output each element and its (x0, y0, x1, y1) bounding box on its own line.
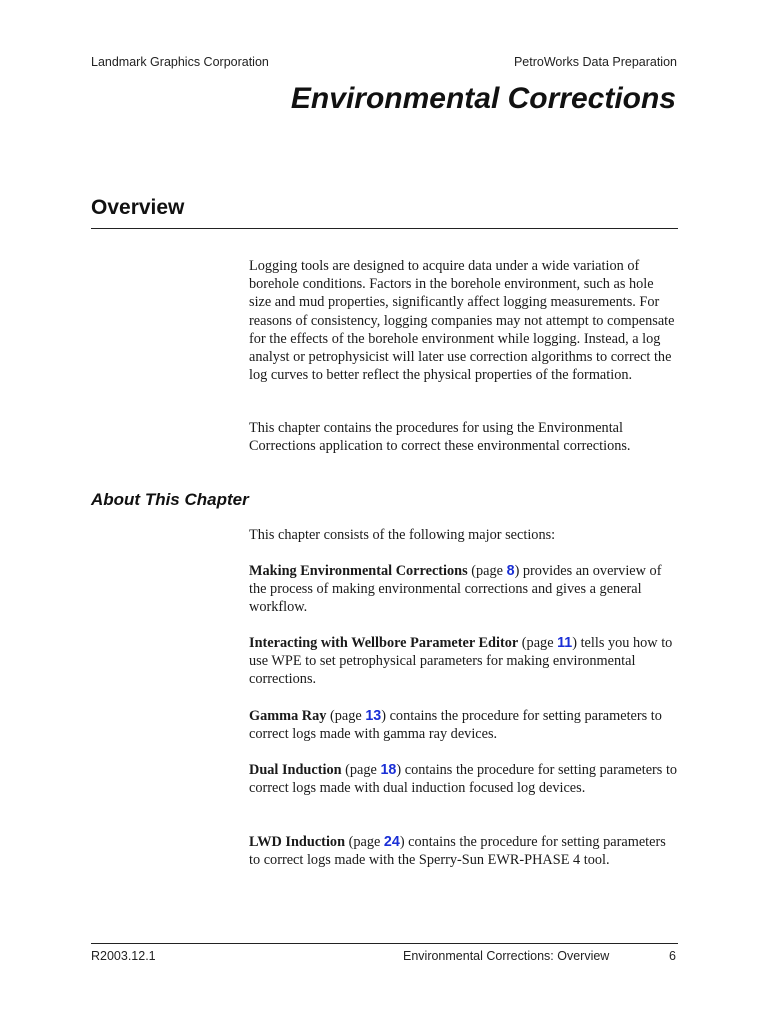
section-entry-term: Dual Induction (249, 762, 342, 778)
about-intro: This chapter consists of the following major sections: (249, 527, 556, 543)
overview-paragraph-1: Logging tools are designed to acquire data under a wide variation of borehole conditions. Factors in the borehole environment, such as hole size and mud properties, significantly affect logging measurements. For reasons of consistency, logging companies may not attempt to compensate for the effects of the borehole environment while logging. Instead, a log analyst or petrophysicist will later use correction algorithms to correct the log curves to better reflect the physical properties of the formation. (249, 258, 675, 384)
chapter-title: Environmental Corrections (290, 82, 676, 115)
overview-paragraph-2: This chapter contains the procedures for using the Environmental Corrections application to correct these environmental corrections. (249, 420, 631, 455)
section-entry-description: tells you how to use WPE to set petrophysical parameters for making environmental corrections. (249, 635, 673, 688)
section-entry-gamma-ray (249, 707, 679, 743)
section-entry-description: provides an overview of the process of making environmental corrections and gives a general workflow. (249, 563, 662, 616)
section-entry-term: Gamma Ray (249, 708, 327, 724)
page-ref-prefix: (page (518, 635, 558, 651)
section-entry-description: contains the procedure for setting parameters to correct logs made with gamma ray devices. (249, 708, 662, 743)
footer-page-number: 6 (669, 949, 676, 963)
section-entry-term: Making Environmental Corrections (249, 563, 468, 579)
footer-release: R2003.12.1 (91, 949, 156, 963)
section-entry-description: contains the procedure for setting parameters to correct logs made with dual induction focused log devices. (249, 762, 678, 797)
page-link[interactable]: 24 (383, 834, 400, 850)
page-ref-suffix: ) (572, 635, 578, 651)
page-ref-prefix: (page (467, 563, 507, 579)
page-ref-prefix: (page (345, 834, 384, 850)
page-ref-suffix: ) (381, 708, 387, 724)
header-left: Landmark Graphics Corporation (91, 55, 269, 69)
page-link[interactable]: 8 (506, 563, 515, 579)
footer-rule (91, 943, 678, 944)
page-ref-suffix: ) (399, 834, 405, 850)
section-entry-description: contains the procedure for setting parameters to correct logs made with the Sperry-Sun EWR-PHASE 4 tool. (249, 834, 666, 869)
section-heading-overview: Overview (91, 196, 185, 219)
section-entry-wellbore-parameter-editor (249, 634, 679, 689)
section-entry-term: LWD Induction (249, 834, 346, 850)
page-link[interactable]: 13 (365, 708, 382, 724)
section-entry-lwd-induction (249, 833, 679, 869)
section-rule (91, 228, 678, 229)
page-ref-suffix: ) (396, 762, 402, 778)
page-ref-prefix: (page (341, 762, 381, 778)
page-link[interactable]: 18 (380, 762, 397, 778)
footer-section-title: Environmental Corrections: Overview (403, 949, 610, 963)
page-link[interactable]: 11 (557, 635, 573, 651)
subheading-about-this-chapter: About This Chapter (91, 490, 249, 509)
section-entry-making-environmental-corrections (249, 562, 679, 617)
section-entry-term: Interacting with Wellbore Parameter Editor (249, 635, 519, 651)
page-ref-suffix: ) (514, 563, 520, 579)
section-entry-dual-induction (249, 761, 679, 797)
header-right: PetroWorks Data Preparation (513, 55, 677, 69)
page-ref-prefix: (page (326, 708, 366, 724)
